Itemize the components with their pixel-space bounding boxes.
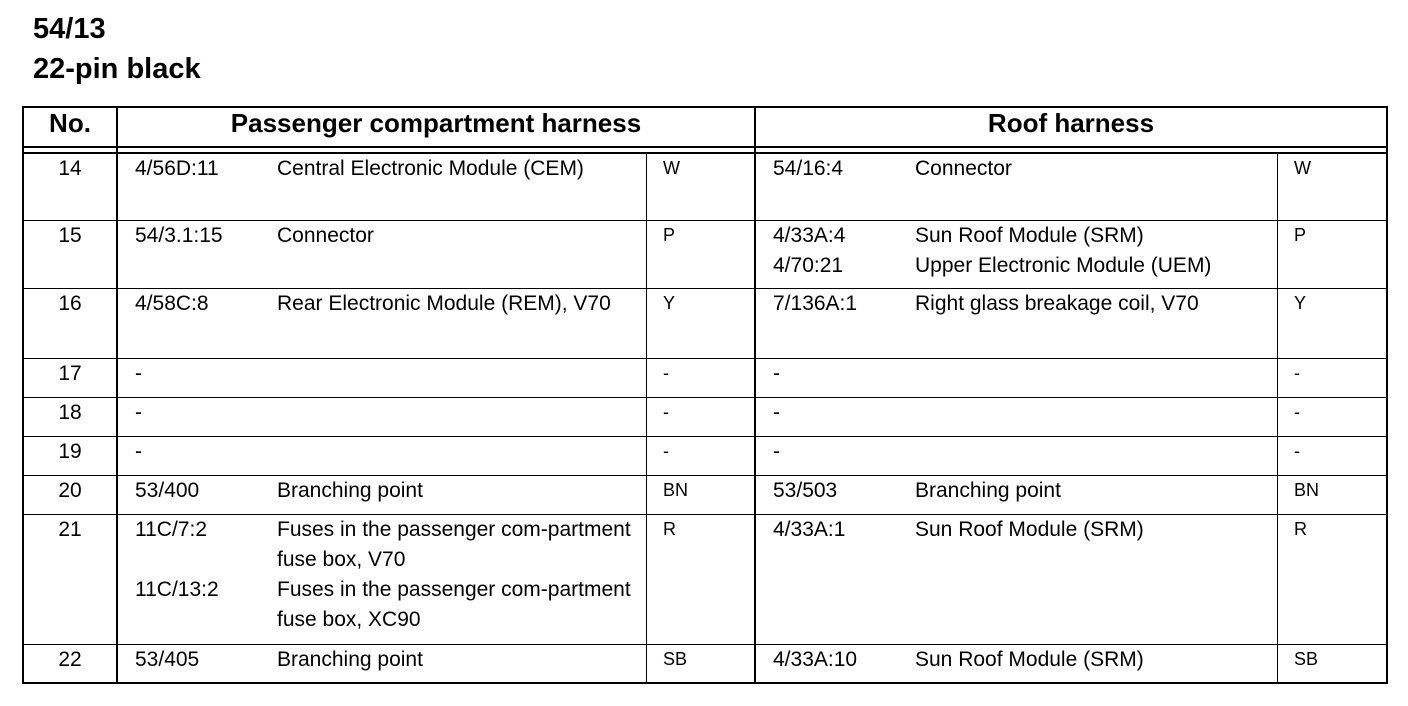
passenger-component-code: 4/56D:11	[135, 157, 219, 180]
passenger-wire-color: P	[646, 221, 754, 288]
roof-wire-color: P	[1277, 221, 1386, 288]
table-row	[23, 437, 1387, 476]
pin-number: 19	[23, 437, 117, 476]
passenger-component-description: Central Electronic Module (CEM)	[277, 157, 584, 180]
roof-harness-cell	[755, 645, 1387, 684]
roof-harness-cell	[755, 221, 1387, 289]
passenger-component-description: Connector	[277, 224, 374, 247]
passenger-wire-color: -	[646, 398, 754, 436]
passenger-entry	[118, 645, 646, 675]
roof-harness-cell	[755, 153, 1387, 221]
passenger-component-description	[277, 359, 646, 389]
pin-number: 14	[23, 153, 117, 221]
roof-component-description: Sun Roof Module (SRM)	[915, 224, 1144, 247]
roof-entry	[756, 437, 1277, 467]
passenger-harness-cell	[117, 359, 755, 398]
passenger-harness-cell	[117, 515, 755, 645]
roof-harness-cell	[755, 476, 1387, 515]
passenger-component-code: 53/405	[135, 648, 200, 671]
passenger-component-description	[277, 398, 646, 428]
pin-number: 15	[23, 221, 117, 289]
table-row	[23, 515, 1387, 645]
roof-component-code: 4/33A:10	[773, 648, 858, 671]
roof-component-code: 4/33A:1	[773, 518, 846, 541]
roof-wire-color: SB	[1277, 645, 1386, 682]
table-row	[23, 645, 1387, 684]
roof-component-code: -	[773, 401, 780, 424]
table-row	[23, 153, 1387, 221]
passenger-component-description	[277, 437, 646, 467]
roof-component-code: 54/16:4	[773, 157, 844, 180]
roof-component-description: Upper Electronic Module (UEM)	[915, 254, 1212, 277]
header-no: No.	[23, 107, 117, 147]
pin-table	[22, 106, 1388, 684]
roof-entry	[756, 221, 1277, 251]
header-passenger-harness: Passenger compartment harness	[117, 107, 755, 147]
passenger-entry	[118, 398, 646, 428]
passenger-component-description: Branching point	[277, 648, 423, 671]
passenger-entry	[118, 515, 646, 575]
roof-component-description: Sun Roof Module (SRM)	[915, 518, 1144, 541]
passenger-wire-color: R	[646, 515, 754, 644]
table-row	[23, 476, 1387, 515]
passenger-entry	[118, 221, 646, 251]
passenger-wire-color: BN	[646, 476, 754, 514]
roof-wire-color: -	[1277, 398, 1386, 436]
passenger-component-code: -	[135, 401, 142, 424]
passenger-component-description: Branching point	[277, 479, 423, 502]
roof-component-description	[915, 437, 1277, 467]
roof-component-description	[915, 359, 1277, 389]
pin-number: 20	[23, 476, 117, 515]
pin-number: 16	[23, 289, 117, 359]
passenger-component-code: 4/58C:8	[135, 292, 209, 315]
roof-wire-color: W	[1277, 154, 1386, 220]
passenger-harness-cell	[117, 398, 755, 437]
pin-number: 22	[23, 645, 117, 684]
roof-wire-color: R	[1277, 515, 1386, 644]
roof-component-code: 53/503	[773, 479, 838, 502]
passenger-entry	[118, 437, 646, 467]
roof-component-description	[915, 398, 1277, 428]
roof-harness-cell	[755, 289, 1387, 359]
passenger-component-description: Fuses in the passenger com-partment fuse box, XC90	[277, 578, 631, 631]
roof-wire-color: -	[1277, 359, 1386, 397]
roof-harness-cell	[755, 398, 1387, 437]
pin-number: 21	[23, 515, 117, 645]
passenger-entry	[118, 575, 646, 635]
pin-number: 17	[23, 359, 117, 398]
roof-component-description: Branching point	[915, 479, 1061, 502]
passenger-wire-color: Y	[646, 289, 754, 358]
roof-component-code: 7/136A:1	[773, 292, 858, 315]
roof-entry	[756, 515, 1277, 545]
table-row	[23, 289, 1387, 359]
roof-wire-color: Y	[1277, 289, 1386, 358]
table-row	[23, 398, 1387, 437]
roof-harness-cell	[755, 437, 1387, 476]
passenger-harness-cell	[117, 153, 755, 221]
roof-entry	[756, 289, 1277, 319]
roof-component-description: Right glass breakage coil, V70	[915, 292, 1199, 315]
passenger-component-code: -	[135, 362, 142, 385]
roof-wire-color: -	[1277, 437, 1386, 475]
roof-entry	[756, 476, 1277, 506]
roof-component-code: -	[773, 362, 780, 385]
passenger-component-code: 11C/13:2	[135, 578, 219, 601]
passenger-component-description: Fuses in the passenger com-partment fuse box, V70	[277, 518, 631, 571]
passenger-wire-color: -	[646, 437, 754, 475]
header-roof-harness: Roof harness	[987, 108, 1155, 138]
passenger-harness-cell	[117, 221, 755, 289]
table-row	[23, 221, 1387, 289]
pin-number: 18	[23, 398, 117, 437]
passenger-component-code: 54/3.1:15	[135, 224, 223, 247]
passenger-wire-color: W	[646, 154, 754, 220]
connector-description: 22-pin black	[33, 53, 201, 85]
roof-component-code: -	[773, 440, 780, 463]
passenger-harness-cell	[117, 289, 755, 359]
passenger-entry	[118, 476, 646, 506]
passenger-entry	[118, 359, 646, 389]
roof-component-code: 4/33A:4	[773, 224, 846, 247]
roof-entry	[756, 359, 1277, 389]
passenger-component-code: 53/400	[135, 479, 200, 502]
passenger-entry	[118, 289, 646, 319]
passenger-entry	[118, 154, 646, 184]
table-row	[23, 359, 1387, 398]
passenger-component-description: Rear Electronic Module (REM), V70	[277, 292, 611, 315]
roof-entry	[756, 154, 1277, 184]
connector-id: 54/13	[33, 13, 106, 45]
roof-component-description: Connector	[915, 157, 1012, 180]
passenger-harness-cell	[117, 476, 755, 515]
roof-component-description: Sun Roof Module (SRM)	[915, 648, 1144, 671]
passenger-component-code: -	[135, 440, 142, 463]
passenger-wire-color: SB	[646, 645, 754, 682]
passenger-wire-color: -	[646, 359, 754, 397]
passenger-component-code: 11C/7:2	[135, 518, 207, 541]
roof-harness-cell	[755, 515, 1387, 645]
roof-component-code: 4/70:21	[773, 254, 844, 277]
roof-entry	[756, 251, 1277, 281]
roof-harness-cell	[755, 359, 1387, 398]
roof-wire-color: BN	[1277, 476, 1386, 514]
roof-entry	[756, 645, 1277, 675]
passenger-harness-cell	[117, 645, 755, 684]
passenger-harness-cell	[117, 437, 755, 476]
roof-entry	[756, 398, 1277, 428]
